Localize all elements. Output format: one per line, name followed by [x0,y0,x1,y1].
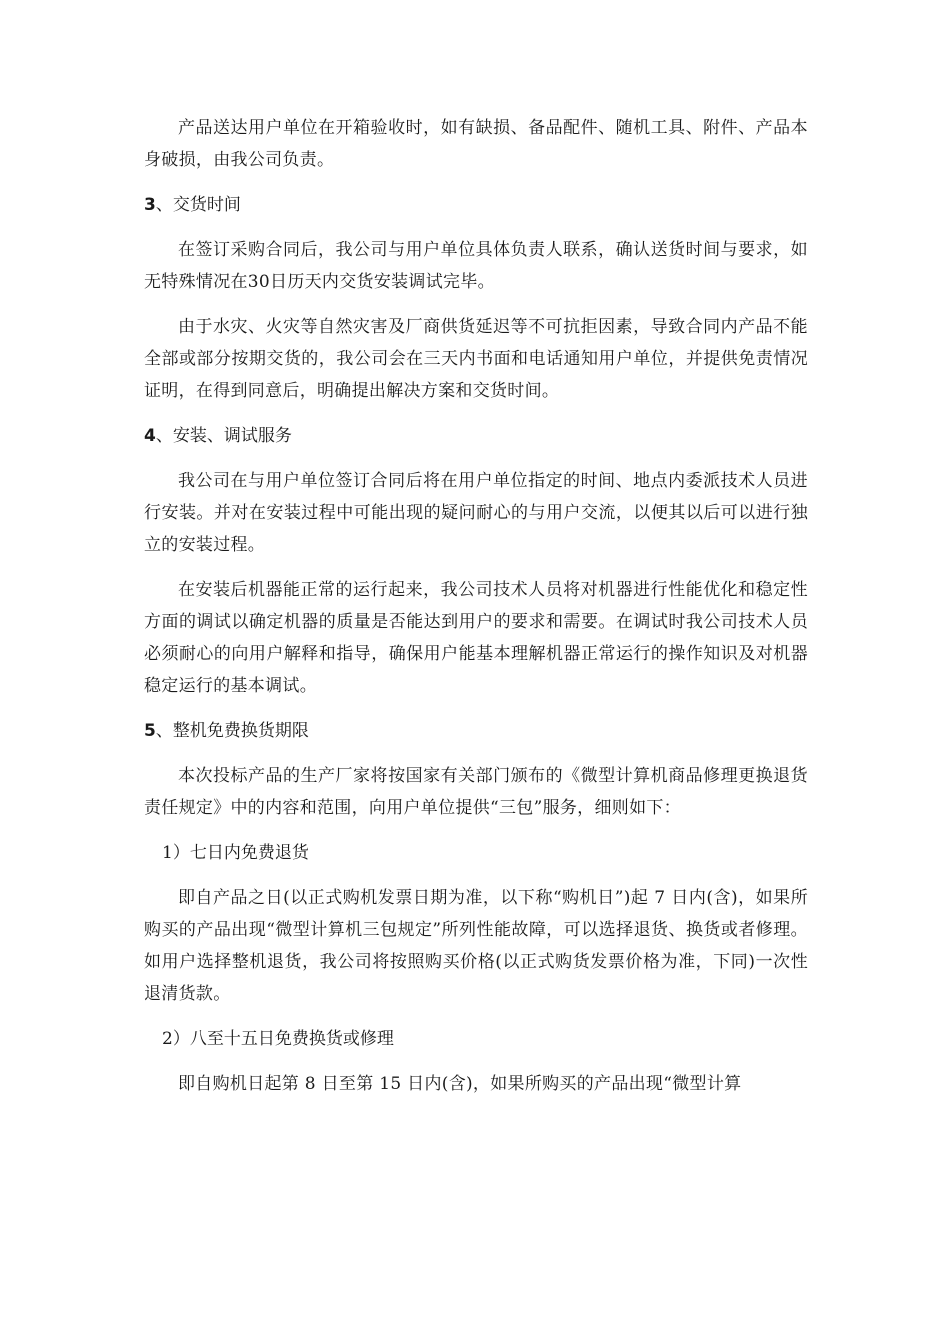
paragraph-seven-day-return: 即自产品之日(以正式购机发票日期为准，以下称“购机日”)起 7 日内(含)，如果所购买的产品出现“微型计算机三包规定”所列性能故障，可以选择退货、换货或者修理。如用户选择整机退货，我公司将按照购买价格(以正式购货发票价格为准，下同)一次性退清货款。 [144,888,808,1004]
paragraph-delivery-schedule: 在签订采购合同后，我公司与用户单位具体负责人联系，确认送货时间与要求，如无特殊情况在30日历天内交货安装调试完毕。 [144,240,808,292]
section-heading-installation [144,420,808,452]
section-number: 4 [144,426,156,446]
paragraph-installation-staff: 我公司在与用户单位签订合同后将在用户单位指定的时间、地点内委派技术人员进行安装。并对在安装过程中可能出现的疑问耐心的与用户交流，以便其以后可以进行独立的安装过程。 [144,471,808,555]
subheading-fifteen-day-exchange: 2）八至十五日免费换货或修理 [162,1029,394,1049]
section-title: 、整机免费换货期限 [155,721,309,741]
section-number: 3 [144,195,156,215]
section-heading-replacement-period [144,715,808,747]
paragraph-three-guarantees: 本次投标产品的生产厂家将按国家有关部门颁布的《微型计算机商品修理更换退货责任规定》中的内容和范围，向用户单位提供“三包”服务，细则如下： [144,766,808,818]
document-body [144,112,808,1113]
section-heading-delivery-time [144,189,808,221]
paragraph-debugging: 在安装后机器能正常的运行起来，我公司技术人员将对机器进行性能优化和稳定性方面的调试以确定机器的质量是否能达到用户的要求和需要。在调试时我公司技术人员必须耐心的向用户解释和指导，确保用户能基本理解机器正常运行的操作知识及对机器稳定运行的基本调试。 [144,580,808,696]
paragraph-fifteen-day-exchange: 即自购机日起第 8 日至第 15 日内(含)，如果所购买的产品出现“微型计算 [178,1074,742,1094]
section-title: 、交货时间 [155,195,241,215]
paragraph-acceptance-damage: 产品送达用户单位在开箱验收时，如有缺损、备品配件、随机工具、附件、产品本身破损，由我公司负责。 [144,118,808,170]
section-number: 5 [144,721,156,741]
paragraph-force-majeure: 由于水灾、火灾等自然灾害及厂商供货延迟等不可抗拒因素，导致合同内产品不能全部或部分按期交货的，我公司会在三天内书面和电话通知用户单位，并提供免责情况证明，在得到同意后，明确提出解决方案和交货时间。 [144,317,808,401]
section-title: 、安装、调试服务 [155,426,292,446]
subheading-seven-day-return: 1）七日内免费退货 [162,843,309,863]
